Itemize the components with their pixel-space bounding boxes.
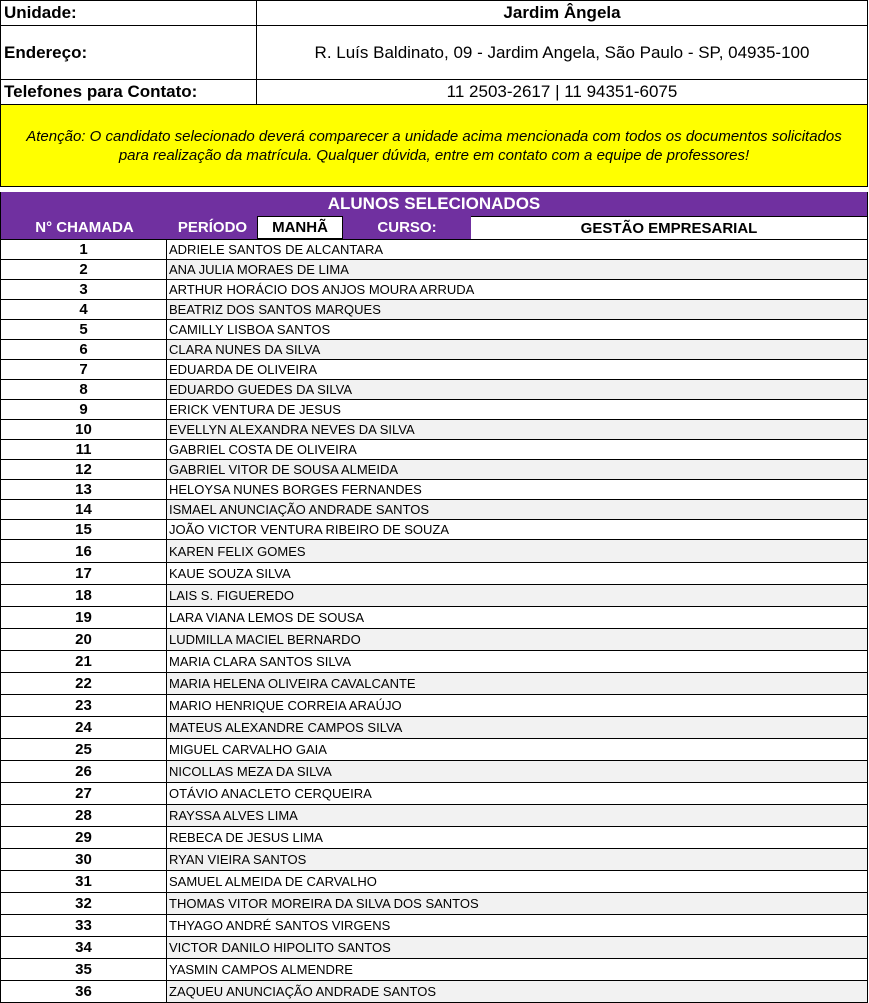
period-label: PERÍODO: [168, 216, 257, 239]
call-number: 6: [1, 340, 167, 359]
student-name: LUDMILLA MACIEL BERNARDO: [167, 629, 867, 650]
student-name: OTÁVIO ANACLETO CERQUEIRA: [169, 786, 372, 801]
student-name: KAUE SOUZA SILVA: [169, 566, 291, 581]
call-number: 36: [1, 981, 167, 1002]
call-number: 27: [1, 783, 167, 804]
student-name: ZAQUEU ANUNCIAÇÃO ANDRADE SANTOS: [167, 981, 867, 1002]
call-number: 11: [1, 440, 167, 459]
table-row: [1, 239, 867, 259]
number-column-header: N° CHAMADA: [1, 216, 168, 239]
call-number: 14: [1, 500, 167, 519]
call-number: 34: [1, 937, 167, 958]
table-row: [1, 259, 867, 279]
student-name: JOÃO VICTOR VENTURA RIBEIRO DE SOUZA: [169, 522, 450, 537]
table-row: [1, 980, 867, 1002]
table-row: [1, 399, 867, 419]
unit-row: [0, 0, 868, 25]
table-row: [1, 628, 867, 650]
student-name: EVELLYN ALEXANDRA NEVES DA SILVA: [167, 420, 867, 439]
unit-value: Jardim Ângela: [503, 3, 621, 22]
notice-banner: Atenção: O candidato selecionado deverá comparecer a unidade acima mencionada com todos os documentos solicitados para realização da matrícula. Qualquer dúvida, entre em contato com a equipe de professores!: [0, 104, 868, 187]
call-number: 33: [1, 915, 167, 936]
student-name: EDUARDO GUEDES DA SILVA: [167, 380, 867, 399]
table-row: [1, 319, 867, 339]
table-row: [1, 419, 867, 439]
student-name: KAREN FELIX GOMES: [167, 540, 867, 562]
unit-label: Unidade:: [1, 1, 257, 25]
call-number: 32: [1, 893, 167, 914]
call-number: 26: [1, 761, 167, 782]
table-row: [1, 892, 867, 914]
student-name: CAMILLY LISBOA SANTOS: [169, 322, 331, 337]
call-number: 28: [1, 805, 167, 826]
table-row: [1, 936, 867, 958]
student-name: LARA VIANA LEMOS DE SOUSA: [169, 610, 365, 625]
student-name: NICOLLAS MEZA DA SILVA: [167, 761, 867, 782]
table-row: [1, 379, 867, 399]
student-name: CLARA NUNES DA SILVA: [167, 340, 867, 359]
table-row: [1, 584, 867, 606]
call-number: 15: [1, 520, 167, 539]
table-row: [1, 562, 867, 584]
call-number: 31: [1, 871, 167, 892]
student-name: MIGUEL CARVALHO GAIA: [169, 742, 327, 757]
student-name: SAMUEL ALMEIDA DE CARVALHO: [169, 874, 377, 889]
table-row: [1, 738, 867, 760]
table-row: [1, 539, 867, 562]
call-number: 30: [1, 849, 167, 870]
course-value: GESTÃO EMPRESARIAL: [471, 216, 867, 239]
table-row: [1, 804, 867, 826]
call-number: 17: [1, 563, 167, 584]
student-name: YASMIN CAMPOS ALMENDRE: [169, 962, 353, 977]
table-row: [1, 848, 867, 870]
student-name: REBECA DE JESUS LIMA: [169, 830, 323, 845]
table-row: [1, 782, 867, 804]
table-row: [1, 479, 867, 499]
period-value: MANHÃ: [257, 216, 343, 239]
student-name: BEATRIZ DOS SANTOS MARQUES: [167, 300, 867, 319]
list-header: [0, 216, 868, 239]
student-name: RAYSSA ALVES LIMA: [167, 805, 867, 826]
table-row: [1, 716, 867, 738]
address-row: [0, 25, 868, 79]
call-number: 7: [1, 360, 167, 379]
call-number: 35: [1, 959, 167, 980]
table-row: [1, 650, 867, 672]
student-name: THYAGO ANDRÉ SANTOS VIRGENS: [169, 918, 391, 933]
student-name: THOMAS VITOR MOREIRA DA SILVA DOS SANTOS: [167, 893, 867, 914]
table-row: [1, 279, 867, 299]
table-row: [1, 672, 867, 694]
call-number: 4: [1, 300, 167, 319]
call-number: 10: [1, 420, 167, 439]
student-name: ANA JULIA MORAES DE LIMA: [167, 260, 867, 279]
call-number: 8: [1, 380, 167, 399]
call-number: 2: [1, 260, 167, 279]
phone-row: [0, 79, 868, 104]
table-row: [1, 359, 867, 379]
student-name: MARIA HELENA OLIVEIRA CAVALCANTE: [167, 673, 867, 694]
call-number: 13: [1, 480, 167, 499]
call-number: 22: [1, 673, 167, 694]
address-value: R. Luís Baldinato, 09 - Jardim Angela, São Paulo - SP, 04935-100: [314, 42, 810, 62]
table-row: [1, 870, 867, 892]
student-name: LAIS S. FIGUEREDO: [167, 585, 867, 606]
table-row: [1, 519, 867, 539]
student-name: ARTHUR HORÁCIO DOS ANJOS MOURA ARRUDA: [169, 282, 475, 297]
student-name: RYAN VIEIRA SANTOS: [167, 849, 867, 870]
call-number: 20: [1, 629, 167, 650]
student-name: ADRIELE SANTOS DE ALCANTARA: [169, 242, 384, 257]
call-number: 25: [1, 739, 167, 760]
phone-label: Telefones para Contato:: [1, 80, 257, 104]
student-name: MARIO HENRIQUE CORREIA ARAÚJO: [169, 698, 402, 713]
call-number: 3: [1, 280, 167, 299]
table-row: [1, 439, 867, 459]
table-row: [1, 606, 867, 628]
address-label: Endereço:: [1, 26, 257, 79]
call-number: 29: [1, 827, 167, 848]
table-row: [1, 339, 867, 359]
call-number: 1: [1, 240, 167, 259]
call-number: 9: [1, 400, 167, 419]
table-row: [1, 499, 867, 519]
call-number: 24: [1, 717, 167, 738]
table-row: [1, 694, 867, 716]
section-title: ALUNOS SELECIONADOS: [0, 192, 868, 216]
call-number: 12: [1, 460, 167, 479]
table-row: [1, 958, 867, 980]
table-row: [1, 760, 867, 782]
table-row: [1, 459, 867, 479]
call-number: 19: [1, 607, 167, 628]
call-number: 16: [1, 540, 167, 562]
call-number: 21: [1, 651, 167, 672]
student-name: GABRIEL COSTA DE OLIVEIRA: [169, 442, 357, 457]
course-label: CURSO:: [343, 216, 471, 239]
call-number: 23: [1, 695, 167, 716]
student-name: MATEUS ALEXANDRE CAMPOS SILVA: [167, 717, 867, 738]
student-list: [0, 239, 868, 1003]
phone-value: 11 2503-2617 | 11 94351-6075: [446, 82, 678, 101]
student-name: ISMAEL ANUNCIAÇÃO ANDRADE SANTOS: [167, 500, 867, 519]
table-row: [1, 299, 867, 319]
table-row: [1, 826, 867, 848]
call-number: 18: [1, 585, 167, 606]
student-name: GABRIEL VITOR DE SOUSA ALMEIDA: [167, 460, 867, 479]
student-name: HELOYSA NUNES BORGES FERNANDES: [169, 482, 422, 497]
student-name: MARIA CLARA SANTOS SILVA: [169, 654, 352, 669]
student-name: EDUARDA DE OLIVEIRA: [169, 362, 318, 377]
call-number: 5: [1, 320, 167, 339]
table-row: [1, 914, 867, 936]
student-name: VICTOR DANILO HIPOLITO SANTOS: [167, 937, 867, 958]
student-name: ERICK VENTURA DE JESUS: [169, 402, 341, 417]
